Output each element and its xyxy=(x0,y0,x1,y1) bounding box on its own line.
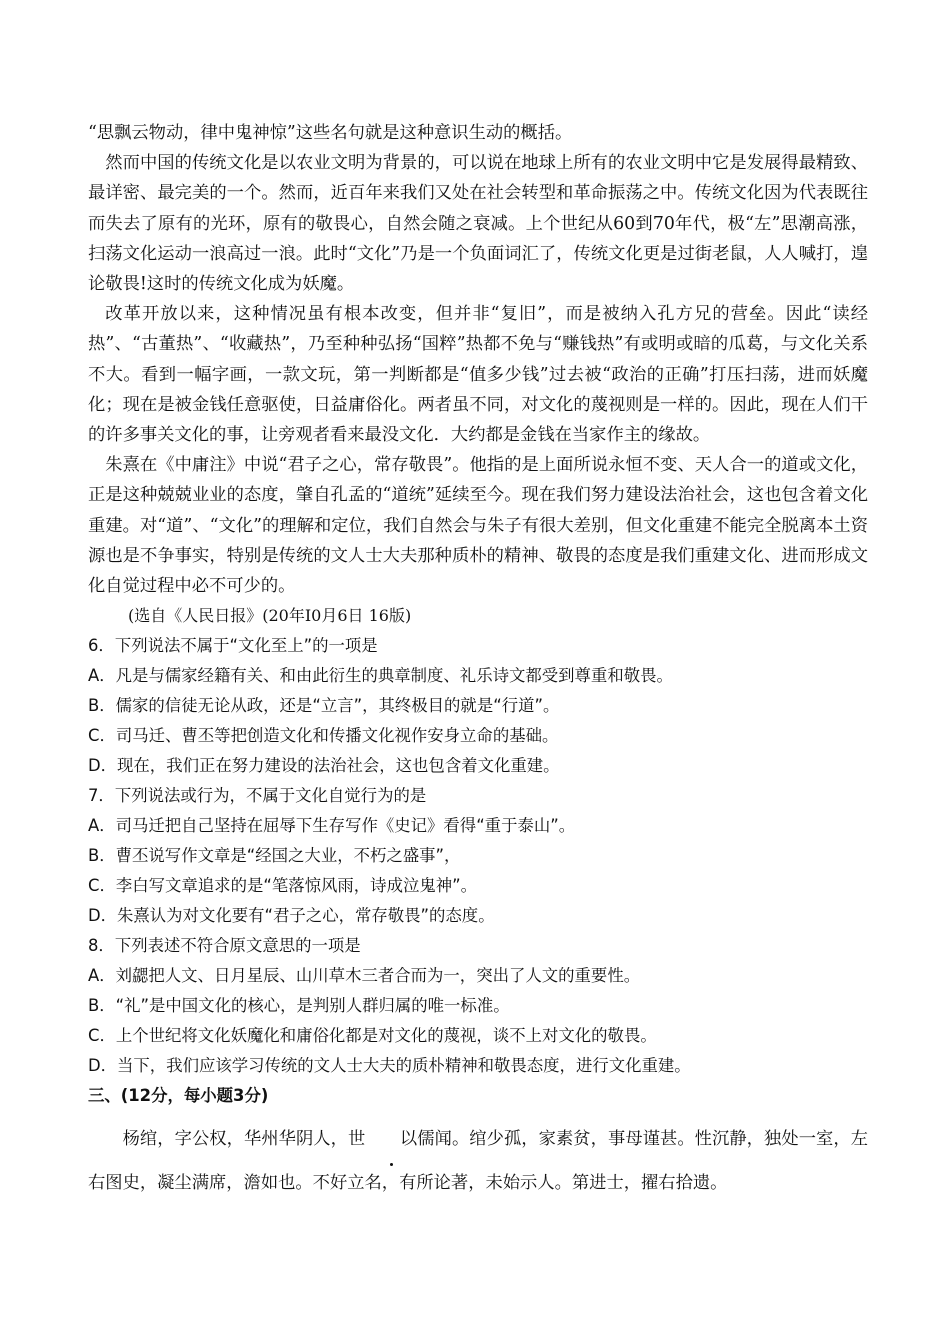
document-page xyxy=(88,118,868,1205)
option-b: B．儒家的信徒无论从政，还是“立言”，其终极目的就是“行道”。 xyxy=(88,696,560,716)
option-b: B．“礼”是中国文化的核心，是判别人群归属的唯一标准。 xyxy=(88,996,510,1016)
classical-text-after: 儒闻。绾少孤，家素贫，事母谨甚。性沉静，独处一室，左右图史，凝尘满席，澹如也。不好立名，有所论著，未始示人。第进士，擢右拾遗。 xyxy=(88,1129,868,1194)
option-d: D．朱熹认为对文化要有“君子之心，常存敬畏”的态度。 xyxy=(88,906,495,926)
passage-paragraph-0: “思飘云物动，律中鬼神惊”这些名句就是这种意识生动的概括。 xyxy=(88,123,573,143)
option-a: A．凡是与儒家经籍有关、和由此衍生的典章制度、礼乐诗文都受到尊重和敬畏。 xyxy=(88,666,673,686)
option-d: D．当下，我们应该学习传统的文人士大夫的质朴精神和敬畏态度，进行文化重建。 xyxy=(88,1056,691,1076)
question-8 xyxy=(88,931,868,1081)
option-b: B．曹丕说写作文章是“经国之大业，不朽之盛事”， xyxy=(88,846,461,866)
passage-paragraph-3: 朱熹在《中庸注》中说“君子之心，常存敬畏”。他指的是上面所说永恒不变、天人合一的道或文化，正是这种兢兢业业的态度，肇自孔孟的“道统”延续至今。现在我们努力建设法治社会，这也包含着文化重建。对“道”、“文化”的理解和定位，我们自然会与朱子有很大差别，但文化重建不能完全脱离本土资源也是不争事实，特别是传统的文人士大夫那种质朴的精神、敬畏的态度是我们重建文化、进而形成文化自觉过程中必不可少的。 xyxy=(88,455,868,597)
classical-text-before: 杨绾，字公权，华州华阴人，世 xyxy=(122,1129,366,1150)
passage-paragraph-2: 改革开放以来，这种情况虽有根本改变，但并非“复旧”，而是被纳入孔方兄的营垒。因此“读经热”、“古董热”、“收藏热”，乃至种种弘扬“国粹”热都不免与“赚钱热”有或明或暗的瓜葛，与文化关系不大。看到一幅字画，一款文玩，第一判断都是“值多少钱”过去被“政治的正确”打压扫荡，进而妖魔化；现在是被金钱任意驱使，日益庸俗化。两者虽不同，对文化的蔑视则是一样的。因此，现在人们干的许多事关文化的事，让旁观者看来最没文化．大约都是金钱在当家作主的缘故。 xyxy=(88,304,868,446)
question-stem: 8．下列表述不符合原文意思的一项是 xyxy=(88,936,361,956)
option-c: C．李白写文章追求的是“笔落惊风雨，诗成泣鬼神”。 xyxy=(88,876,478,896)
classical-passage xyxy=(88,1117,868,1205)
option-d: D．现在，我们正在努力建设的法治社会，这也包含着文化重建。 xyxy=(88,756,560,776)
option-a: A．司马迁把自己坚持在屈辱下生存写作《史记》看得“重于泰山”。 xyxy=(88,816,576,836)
question-6 xyxy=(88,631,868,781)
option-c: C．上个世纪将文化妖魔化和庸俗化都是对文化的蔑视，谈不上对文化的敬畏。 xyxy=(88,1026,657,1046)
question-stem: 6．下列说法不属于“文化至上”的一项是 xyxy=(88,636,378,656)
emphasis-dotted-char: 以 xyxy=(365,1117,417,1161)
question-stem: 7．下列说法或行为，不属于文化自觉行为的是 xyxy=(88,786,427,806)
section-heading: 三、(12分，每小题3分) xyxy=(88,1086,269,1106)
option-c: C．司马迁、曹丕等把创造文化和传播文化视作安身立命的基础。 xyxy=(88,726,559,746)
option-a: A．刘勰把人文、日月星辰、山川草木三者合而为一，突出了人文的重要性。 xyxy=(88,966,641,986)
source-citation: (选自《人民日报》(20年I0月6日 16版) xyxy=(128,606,412,626)
question-7 xyxy=(88,781,868,931)
passage-paragraph-1: 然而中国的传统文化是以农业文明为背景的，可以说在地球上所有的农业文明中它是发展得最精致、最详密、最完美的一个。然而，近百年来我们又处在社会转型和革命振荡之中。传统文化因为代表既往而失去了原有的光环，原有的敬畏心，自然会随之衰减。上个世纪从60到70年代，极“左”思潮高涨，扫荡文化运动一浪高过一浪。此时“文化”乃是一个负面词汇了，传统文化更是过街老鼠，人人喊打，遑论敬畏!这时的传统文化成为妖魔。 xyxy=(88,153,868,295)
